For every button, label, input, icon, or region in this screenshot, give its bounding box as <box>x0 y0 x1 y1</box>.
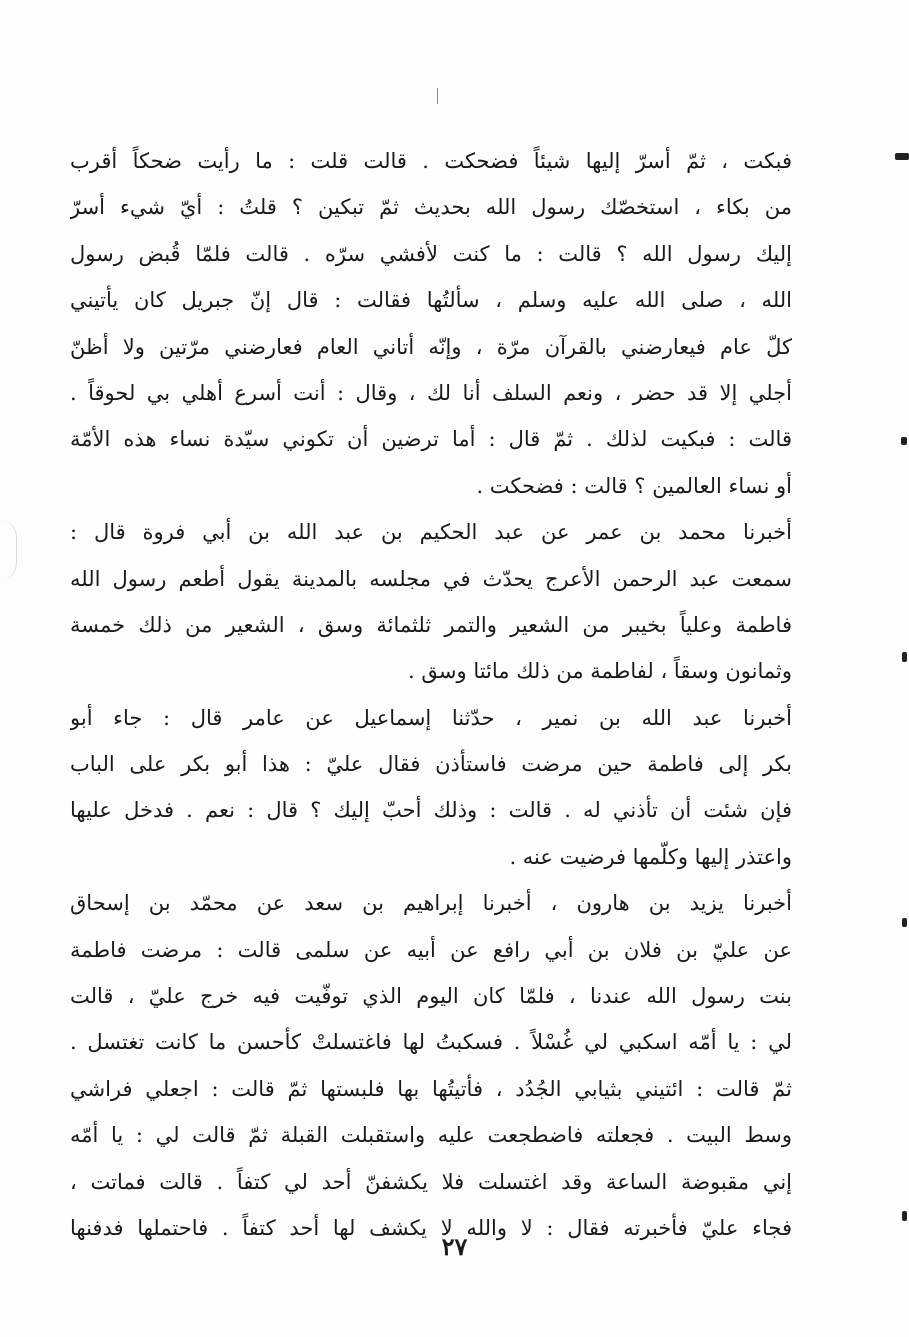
paragraph <box>70 509 792 695</box>
text-line: أخبرنا محمد بن عمر عن عبد الحكيم بن عبد الله بن أبي فروة قال : <box>70 520 792 545</box>
text-line: أجلي إلا قد حضر ، ونعم السلف أنا لك ، وقال : أنت أسرع أهلي بي لحوقاً . <box>70 380 792 405</box>
text-line: بكر إلى فاطمة حين مرضت فاستأذن فقال عليّ : هذا أبو بكر على الباب <box>70 752 792 777</box>
text-line: وثمانون وسقاً ، لفاطمة من ذلك مائتا وسق . <box>408 659 792 684</box>
text-line: سمعت عبد الرحمن الأعرج يحدّث في مجلسه بالمدينة يقول أطعم رسول الله <box>70 566 792 591</box>
text-line: إليك رسول الله ؟ قالت : ما كنت لأفشي سرّه . قالت فلمّا قُبض رسول <box>70 241 792 266</box>
scan-artifact-curve <box>0 520 17 580</box>
text-line: أو نساء العالمين ؟ قالت : فضحكت . <box>476 473 792 498</box>
body-text <box>70 138 792 1251</box>
text-line: الله ، صلى الله عليه وسلم ، سألتُها فقالت : قال إنّ جبريل كان يأتيني <box>70 288 792 313</box>
paragraph <box>70 695 792 881</box>
scan-artifact-tick <box>437 88 438 104</box>
text-line: ثمّ قالت : ائتيني بثيابي الجُدُد ، فأتيتُها بها فلبستها ثمّ قالت : اجعلي فراشي <box>70 1076 792 1101</box>
text-line: واعتذر إليها وكلّمها فرضيت عنه . <box>509 844 792 869</box>
text-line: كلّ عام فيعارضني بالقرآن مرّة ، وإنّه أتاني العام فعارضني مرّتين ولا أظنّ <box>70 334 792 359</box>
paragraph <box>70 138 792 509</box>
scan-artifact-mark <box>902 652 907 662</box>
text-line: أخبرنا عبد الله بن نمير ، حدّثنا إسماعيل عن عامر قال : جاء أبو <box>70 705 792 730</box>
scan-artifact-mark <box>895 153 909 160</box>
text-line: وسط البيت . فجعلته فاضطجعت عليه واستقبلت القبلة ثمّ قالت لي : يا أمّه <box>70 1123 792 1148</box>
text-line: بنت رسول الله عندنا ، فلمّا كان اليوم الذي توفّيت فيه خرج عليّ ، قالت <box>70 984 792 1009</box>
text-line: قالت : فبكيت لذلك . ثمّ قال : أما ترضين أن تكوني سيّدة نساء هذه الأمّة <box>70 427 792 452</box>
text-line: من بكاء ، استخصّك رسول الله بحديث ثمّ تبكين ؟ قلتُ : أيّ شيء أسرّ <box>70 195 792 220</box>
text-line: عن عليّ بن فلان بن أبي رافع عن أبيه عن سلمى قالت : مرضت فاطمة <box>70 937 792 962</box>
text-line: فإن شئت أن تأذني له . قالت : وذلك أحبّ إليك ؟ قال : نعم . فدخل عليها <box>70 798 792 823</box>
text-line: فاطمة وعلياً بخيبر من الشعير والتمر ثلثمائة وسق ، الشعير من ذلك خمسة <box>70 612 792 637</box>
scan-artifact-mark <box>901 437 907 445</box>
scan-artifact-mark <box>902 1211 907 1221</box>
text-line: فجاء عليّ فأخبرته فقال : لا والله لا يكشف لها أحد كتفاً . فاحتملها فدفنها <box>70 1215 792 1240</box>
text-line: إني مقبوضة الساعة وقد اغتسلت فلا يكشفنّ أحد لي كتفاً . قالت فماتت ، <box>70 1169 792 1194</box>
text-line: لي : يا أمّه اسكبي لي غُسْلاً . فسكبتُ لها فاغتسلتْ كأحسن ما كانت تغتسل . <box>70 1030 792 1055</box>
page-number: ٢٧ <box>441 1232 468 1261</box>
text-line: أخبرنا يزيد بن هارون ، أخبرنا إبراهيم بن سعد عن محمّد بن إسحاق <box>70 891 792 916</box>
text-line: فبكت ، ثمّ أسرّ إليها شيئاً فضحكت . قالت قلت : ما رأيت ضحكاً أقرب <box>70 149 792 173</box>
scan-artifact-mark <box>902 918 907 927</box>
paragraph <box>70 880 792 1251</box>
